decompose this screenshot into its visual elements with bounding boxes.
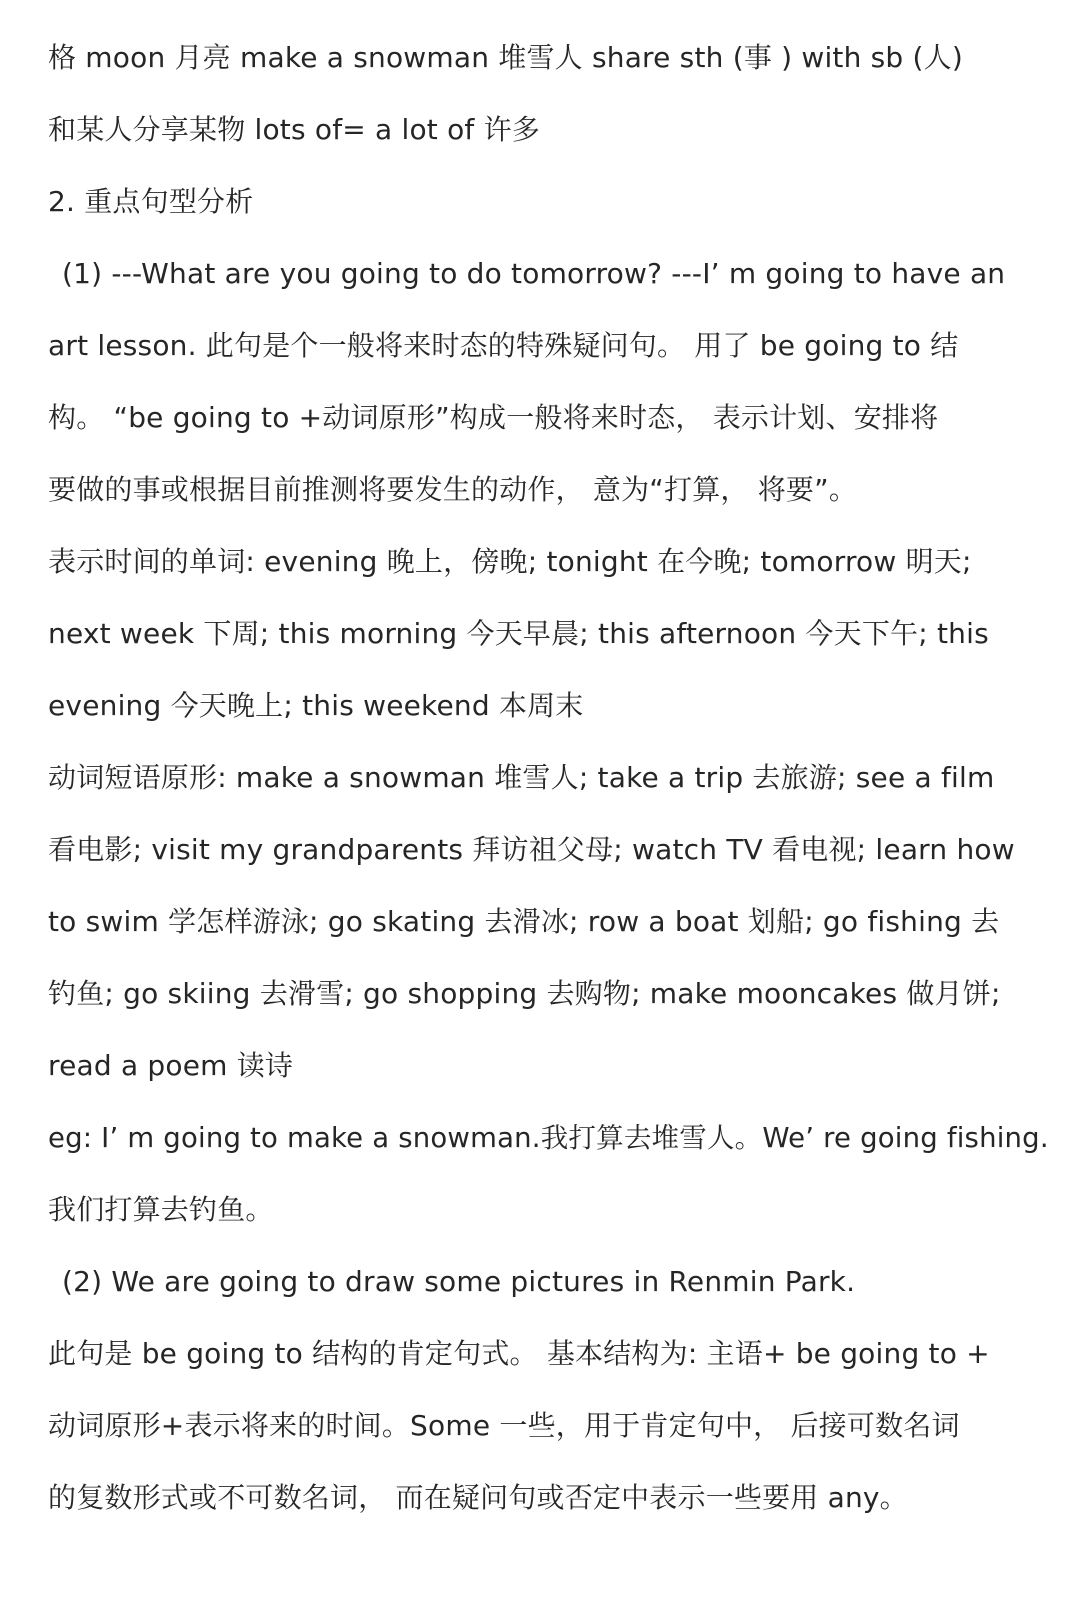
text-line-17: 我们打算去钓鱼。 [48, 1193, 274, 1226]
text-line-8: 表示时间的单词: evening 晚上，傍晚; tonight 在今晚; tomorrow 明天; [48, 545, 972, 578]
text-line-7: 要做的事或根据目前推测将要发生的动作， 意为“打算， 将要”。 [48, 473, 858, 506]
section-heading: 2. 重点句型分析 [48, 185, 254, 218]
text-line-13: to swim 学怎样游泳; go skating 去滑冰; row a boat 划船; go fishing 去 [48, 905, 1000, 938]
text-line-9: next week 下周; this morning 今天早晨; this afternoon 今天下午; this [48, 617, 989, 650]
text-line-16: eg: I’ m going to make a snowman.我打算去堆雪人。We’ re going fishing. [48, 1122, 1049, 1154]
text-line-10: evening 今天晚上; this weekend 本周末 [48, 689, 584, 722]
text-line-5: art lesson. 此句是个一般将来时态的特殊疑问句。 用了 be going to 结 [48, 329, 959, 362]
text-line-18: (2) We are going to draw some pictures in Renmin Park. [62, 1265, 856, 1298]
text-line-15: read a poem 读诗 [48, 1049, 294, 1082]
text-line-14: 钓鱼; go skiing 去滑雪; go shopping 去购物; make mooncakes 做月饼; [48, 977, 1001, 1010]
text-line-6: 构。 “be going to +动词原形”构成一般将来时态， 表示计划、安排将 [48, 401, 939, 434]
text-line-2: 和某人分享某物 lots of= a lot of 许多 [48, 113, 540, 146]
text-line-12: 看电影; visit my grandparents 拜访祖父母; watch TV 看电视; learn how [48, 833, 1015, 866]
text-line-4: (1) ---What are you going to do tomorrow? ---I’ m going to have an [62, 257, 1006, 290]
text-line-20: 动词原形+表示将来的时间。Some 一些，用于肯定句中， 后接可数名词 [48, 1409, 960, 1442]
text-line-19: 此句是 be going to 结构的肯定句式。 基本结构为: 主语+ be going to + [48, 1337, 990, 1370]
text-line-11: 动词短语原形: make a snowman 堆雪人; take a trip 去旅游; see a film [48, 761, 995, 794]
text-line-1: 格 moon 月亮 make a snowman 堆雪人 share sth (事 ) with sb (人) [48, 41, 963, 74]
text-line-21: 的复数形式或不可数名词， 而在疑问句或否定中表示一些要用 any。 [48, 1481, 908, 1514]
